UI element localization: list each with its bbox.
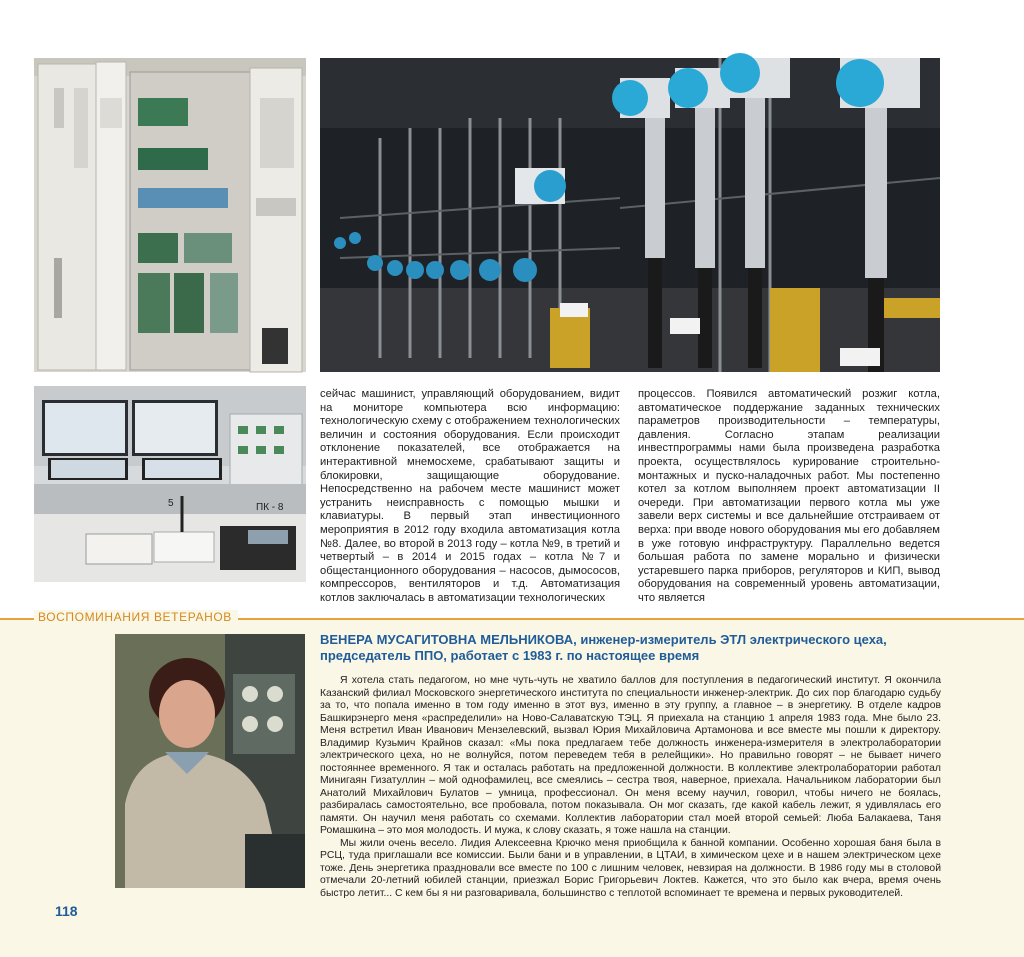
memoir-paragraph-1: Я хотела стать педагогом, но мне чуть-чуть не хватило баллов для поступления в педагогический институт. Я окончила Казанский филиал Московского энергетического института по специальности инженер-электрик. До сих пор благодарю судьбу за то, что попала именно в том году именно в этот вуз, именно в эту группу, а главное – в энергетику. В отделе кадров Башкирэнерго меня «распределили» на Ново-Салаватскую ТЭЦ. Я приехала на станцию 1 апреля 1983 года. Мне было 23. Меня встретил Иван Иванович Мензелевский, вызвал Юрия Михайловича Артамонова и все вместе мы пошли к директору. Владимир Кузьмич Крайнов сказал: «Мы пока предлагаем тебе должность инженера-измерителя в электролаборатории электрического цеха, но не волнуйся, потом переведем тебя в релейщики». Но правильно говорят – не бывает ничего постояннее временного. Я так и осталась работать на предложенной должности. В коллективе электролаборатории работал Минигаян Гизатуллин – мой однофамилец, все смеялись – сестра твоя, наверное, приехала. Начальником лаборатории был Анатолий Михайлович Булатов – умница, профессионал. Он меня всему научил, говорил, чтобы ничего не боялась, разбиралась самостоятельно, все пробовала, потом показывала. Он мог сказать, где какой кабель лежит, я удивлялась его памяти. Он научил меня работать со схемами. Коллектив лаборатории стал моей второй семьей: Люба Балакаева, Таня Ромашкина – это моя молодость. И мужа, к слову сказать, я тоже нашла на станции.: [320, 675, 941, 836]
article-text-right: процессов. Появился автоматический розжиг котла, автоматическое поддержание заданных технических параметров производительности – температуры, давления. Согласно этапам реализации инвестпрограммы нами была произведена разработка проекта, осуществлялось курирование строительно-монтажных и пуско-наладочных работ. Мы постепенно котел за котлом выполняем проект автоматизации II очереди. При автоматизации первого котла мы уже завели верх системы и все дальнейшие отстраиваем от верха: при вводе нового оборудования мы его добавляем в уже готовую инфраструктуру. Параллельно ведется большая работа по замене морально и физически устаревшего парка приборов, регуляторов и КИП, вывод оборудования на современный уровень автоматизации, что является: [638, 388, 940, 604]
electrical-cabinet-photo: [34, 58, 306, 372]
memoir-paragraph-2: Мы жили очень весело. Лидия Алексеевна Крючко меня приобщила к банной компании. Особенно хорошая баня была в РСЦ, туда приглашали все комиссии. Были бани и в управлении, в ЦТАИ, в химическом цехе и в нашем электрическом цехе тоже. День энергетика праздновали все вместе по 100 с лишним человек, невзирая на должности. В 1986 году мы в столовой отмечали 20-летний юбилей станции, приезжал Борис Григорьевич Локтев. Кажется, что это было как вчера, время очень быстро летит... С кем бы я ни разговаривала, большинство с теплотой вспоминает те времена и первых руководителей.: [320, 837, 941, 899]
article-text-left: сейчас машинист, управляющий оборудованием, видит на мониторе компьютера всю информацию: технологическую схему с отображением технологических величин и состояния оборудования. Если происходит отклонение показателей, все отображается на интерактивной мнемосхеме, срабатывают защиты и блокировки, защищающие оборудование. Непосредственно на рабочем месте машинист может устранить неисправность с помощью мышки и клавиатуры. В первый этап инвестиционного мероприятия в 2012 году входила автоматизация котла №8. Далее, во второй в 2013 году – котла №9, в третий и четвертый – в 2014 и 2015 годах – котла №7 и общестанционного оборудования – насосов, дымососов, компрессоров, вентиляторов и т.д. Автоматизация котлов заключалась в автоматизации технологических: [320, 388, 620, 604]
section-label: ВОСПОМИНАНИЯ ВЕТЕРАНОВ: [34, 610, 238, 624]
pressure-transmitters-photo: [320, 58, 940, 372]
desk-number: 5: [168, 498, 174, 509]
article-column-right: [638, 388, 940, 604]
veteran-memoir: [320, 675, 941, 900]
control-room-photo: [34, 386, 306, 582]
veteran-portrait-photo: [115, 634, 305, 888]
page-number: 118: [55, 903, 78, 919]
article-column-left: [320, 388, 620, 604]
panel-label: ПК - 8: [256, 502, 284, 513]
veteran-title: ВЕНЕРА МУСАГИТОВНА МЕЛЬНИКОВА, инженер-измеритель ЭТЛ электрического цеха, председатель ППО, работает с 1983 г. по настоящее время: [320, 632, 887, 663]
